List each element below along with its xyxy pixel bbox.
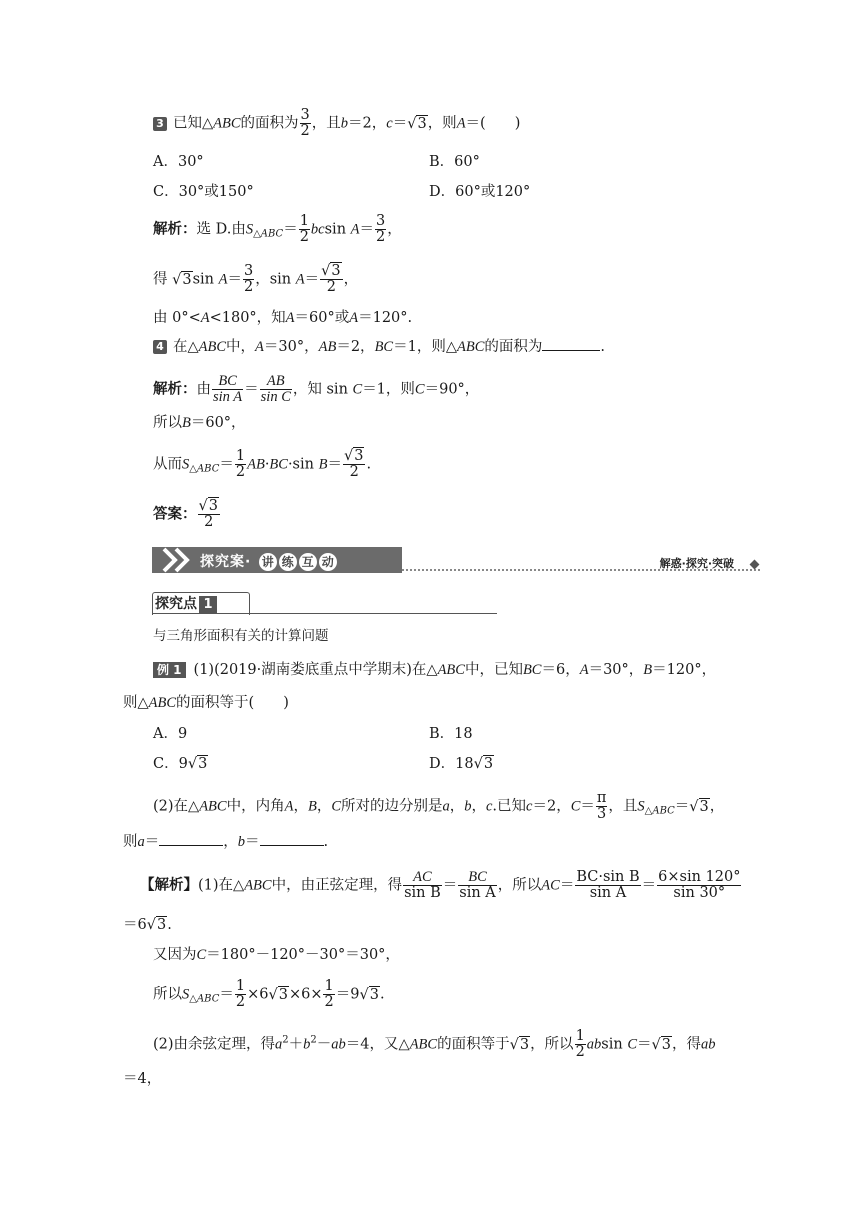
fraction: $\frac{1}{2}$	[575, 1028, 585, 1060]
ex1-solution-line3: 又因为C＝180°－120°－30°＝30°，	[153, 947, 400, 963]
fraction: $\frac{BC}{\text{sin A}}$	[213, 373, 243, 405]
ex1-option-a: A．9	[153, 726, 188, 742]
fraction: $\frac{3}{2}$	[376, 213, 386, 245]
ex1-part2-line1: (2)在△ABC中，内角A，B，C所对的边分别是a，b，c.已知c＝2，C＝ $\frac{\pi}{3}$ ，且$S_{\triangle ABC}=√3$，	[153, 790, 725, 822]
fraction: $\frac{1}{2}$	[299, 213, 309, 245]
fraction: $\frac{AC}{\text{sin B}}$	[404, 869, 441, 901]
q4-solution-line1: 解析：由 $\frac{BC}{\text{sin A}}$ ＝ $\frac{AB}{\text{sin C}}$ ，知 sin C＝1，则C＝90°，	[153, 373, 480, 405]
sqrt-expression: √3	[407, 115, 427, 132]
ex1-part1-line2: 则△ABC的面积等于( )	[123, 695, 289, 711]
q4-answer	[153, 499, 221, 530]
fraction: $\frac{\pi}{3}$	[596, 790, 607, 822]
ex1-solution-line4: 所以$S_{\triangle ABC}=$ $\frac{1}{2}$ ×6√3×6× $\frac{1}{2}$ ＝9√3.	[153, 978, 385, 1010]
explore-point-tab	[152, 592, 497, 616]
double-chevron-icon	[160, 547, 200, 573]
example-badge: 例 1	[153, 662, 186, 678]
q4-solution-line3: 从而$S_{\triangle ABC}=$ $\frac{1}{2}$ AB·BC·sin B＝ $\frac{√3}{2}$ .	[153, 448, 372, 480]
ex1-option-b: B．18	[429, 726, 473, 742]
fraction: $\frac{\text{BC·sin B}}{\text{sin A}}$	[576, 869, 640, 901]
fraction: $\frac{√3}{2}$	[321, 263, 341, 295]
banner-subtitle: 解惑·探究·突破	[659, 557, 734, 570]
answer-blank	[260, 831, 324, 846]
fraction: $\frac{3}{2}$	[300, 107, 310, 139]
diamond-icon	[750, 560, 760, 570]
q3-solution-line1: 解析：选 D.由$S_{\triangle ABC}=$ $\frac{1}{2}$ bcsin A＝ $\frac{3}{2}$ ，	[153, 213, 402, 245]
fraction: $\frac{1}{2}$	[235, 978, 246, 1010]
q4-solution-line2: 所以B＝60°，	[153, 415, 246, 431]
section-banner	[152, 545, 760, 575]
ex1-solution-line2: ＝6√3.	[123, 917, 172, 933]
q3-solution-line2: 得 √3sin A＝ $\frac{3}{2}$ ，sin A＝ $\frac{√3}{2}$ ，	[153, 263, 359, 295]
q3-option-c: C．30°或150°	[153, 184, 254, 200]
q3-option-b: B．60°	[429, 154, 480, 170]
fraction: $\frac{1}{2}$	[235, 448, 246, 480]
tab-underline	[152, 613, 497, 614]
question-number-badge: 4	[153, 340, 167, 354]
q3-solution-line3: 由 0°<A<180°，知A＝60°或A＝120°.	[153, 310, 413, 326]
ex1-part2-line2: 则a＝ ，b＝ .	[123, 831, 328, 853]
q3-option-a: A．30°	[153, 154, 204, 170]
fraction: $\frac{√3}{2}$	[198, 498, 218, 530]
fraction: $\frac{1}{2}$	[324, 978, 334, 1010]
ex1-solution-line5: (2)由余弦定理，得$a^2+b^2-ab=4$，又△ABC的面积等于√3，所以 $\frac{1}{2}$ absin C＝√3，得ab	[153, 1028, 716, 1060]
answer-blank	[542, 336, 600, 351]
fraction: $\frac{3}{2}$	[243, 263, 254, 295]
fraction: $\frac{AB}{\text{sin C}}$	[260, 373, 291, 405]
answer-label: 答案：	[153, 506, 197, 523]
q3-option-d: D．60°或120°	[429, 184, 531, 200]
solution-label: 【解析】	[140, 877, 198, 894]
fraction: $\frac{√3}{2}$	[343, 448, 364, 480]
banner-title: 探究案· 讲 练 互 动	[200, 551, 337, 571]
solution-label: 解析：	[153, 381, 197, 398]
q3-stem: 3 已知△ABC的面积为 $\frac{3}{2}$ ，且b＝2，c＝√3，则A＝( )	[153, 108, 520, 139]
ex1-part1-line1: 例 1 (1)(2019·湖南娄底重点中学期末)在△ABC中，已知BC＝6，A＝30°，B＝120°，	[153, 659, 716, 681]
topic-heading: 与三角形面积有关的计算问题	[153, 628, 329, 644]
solution-label: 解析：	[153, 221, 197, 238]
q4-stem: 4 在△ABC中，A＝30°，AB＝2，BC＝1，则△ABC的面积为 .	[153, 336, 605, 358]
fraction: $\frac{BC}{\text{sin A}}$	[459, 869, 496, 901]
ex1-solution-line1: 【解析】(1)在△ABC中，由正弦定理，得 $\frac{AC}{\text{sin B}}$ ＝ $\frac{BC}{\text{sin A}}$ ，所以AC＝ $\frac{\text{BC·sin B}}{\text{sin A}}$ ＝ $\frac{6\times\sin 120^\circ}{\sin 30^\circ}$	[140, 869, 741, 901]
tab-label: 探究点 1	[155, 593, 217, 614]
ex1-option-c: C．9√3	[153, 756, 208, 772]
ex1-solution-line6: ＝4，	[123, 1071, 162, 1087]
ex1-option-d: D．18√3	[429, 756, 494, 772]
question-number-badge: 3	[153, 117, 167, 131]
fraction: $\frac{6\times\sin 120^\circ}{\sin 30^\circ}$	[658, 869, 741, 901]
answer-blank	[159, 831, 223, 846]
